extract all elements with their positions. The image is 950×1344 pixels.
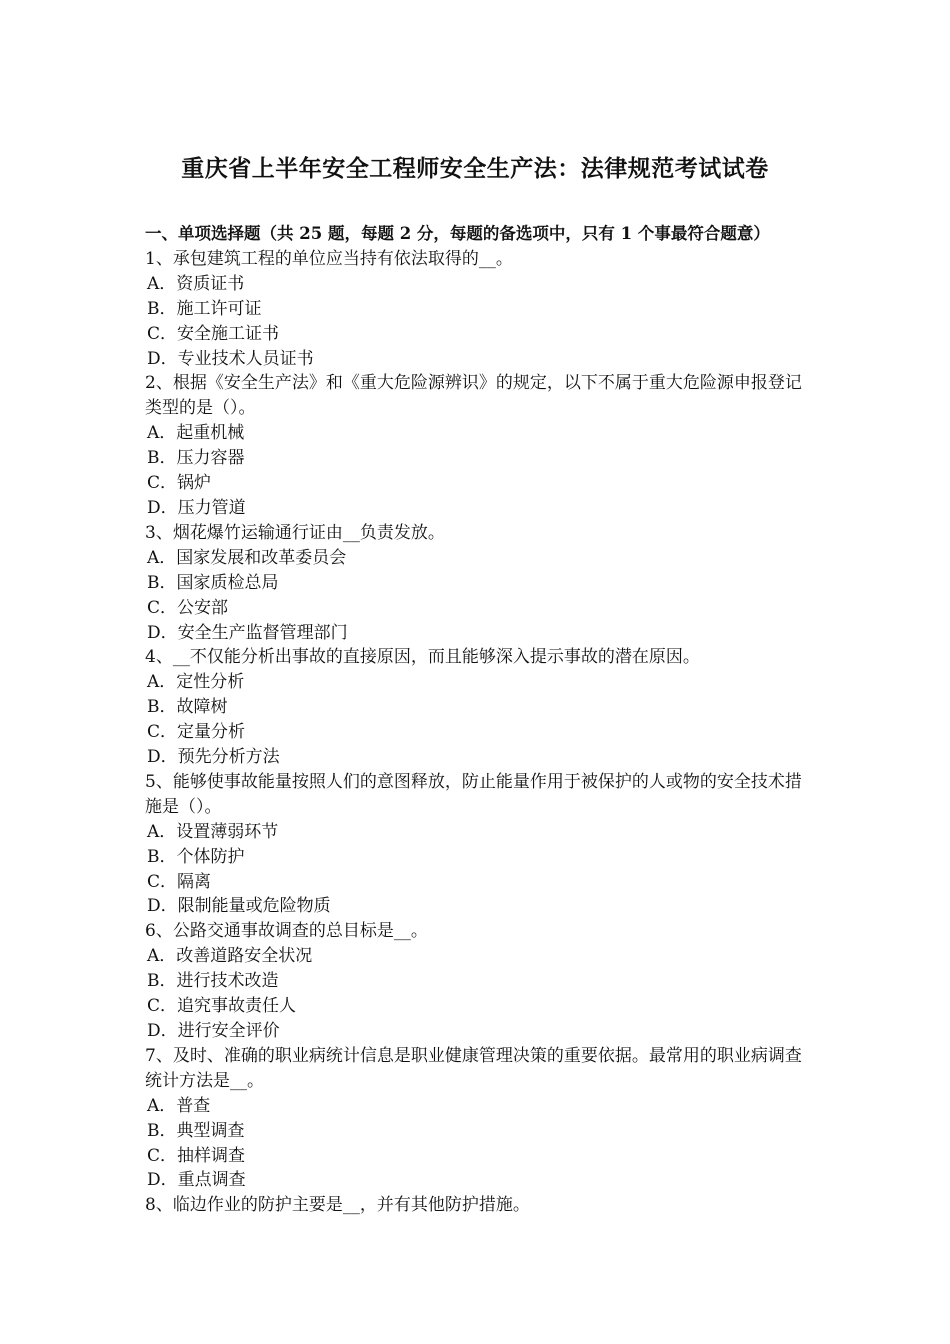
question-text: 6、公路交通事故调查的总目标是__。	[145, 921, 428, 942]
question-text: 5、能够使事故能量按照人们的意图释放，防止能量作用于被保护的人或物的安全技术措施是（）。	[145, 771, 802, 817]
question-text: 3、烟花爆竹运输通行证由__负责发放。	[145, 522, 445, 543]
option-d: D．重点调查	[147, 1170, 246, 1191]
option-b: B．压力容器	[147, 448, 245, 469]
question-text: 8、临边作业的防护主要是__，并有其他防护措施。	[145, 1195, 530, 1216]
question-3	[145, 521, 817, 646]
question-text: 2、根据《安全生产法》和《重大危险源辨识》的规定，以下不属于重大危险源申报登记类型的是（）。	[145, 373, 802, 419]
option-d: D．进行安全评价	[147, 1021, 280, 1041]
option-a: A．普查	[147, 1095, 211, 1116]
option-d: D．限制能量或危险物质	[147, 896, 331, 917]
option-c: C．锅炉	[147, 473, 212, 494]
option-a: A．设置薄弱环节	[147, 821, 279, 842]
question-1	[145, 247, 817, 372]
question-text: 4、__不仅能分析出事故的直接原因，而且能够深入提示事故的潜在原因。	[145, 647, 700, 668]
option-b: B．施工许可证	[147, 298, 262, 319]
option-a: A．国家发展和改革委员会	[147, 547, 347, 568]
option-c: C．隔离	[147, 871, 212, 892]
option-c: C．公安部	[147, 597, 229, 618]
option-b: B．故障树	[147, 697, 228, 718]
option-b: B．国家质检总局	[147, 572, 279, 593]
question-2	[145, 371, 817, 520]
option-a: A．改善道路安全状况	[147, 946, 313, 967]
option-a: A．资质证书	[147, 273, 245, 294]
option-d: D．专业技术人员证书	[147, 348, 314, 369]
question-7	[145, 1044, 817, 1193]
option-d: D．预先分析方法	[147, 747, 280, 768]
option-b: B．进行技术改造	[147, 971, 279, 992]
question-text: 7、及时、准确的职业病统计信息是职业健康管理决策的重要依据。最常用的职业病调查统计方法是__。	[145, 1045, 802, 1091]
question-4	[145, 645, 817, 770]
question-6	[145, 919, 817, 1044]
question-5	[145, 770, 817, 919]
option-c: C．安全施工证书	[147, 323, 280, 344]
document-body	[145, 222, 817, 1218]
option-c: C．抽样调查	[147, 1145, 246, 1166]
question-text: 1、承包建筑工程的单位应当持有依法取得的__。	[145, 248, 513, 269]
question-8	[145, 1193, 817, 1218]
option-b: B．典型调查	[147, 1120, 245, 1141]
section-heading: 一、单项选择题（共 25 题，每题 2 分，每题的备选项中，只有 1 个事最符合题意）	[145, 224, 770, 243]
option-c: C．追究事故责任人	[147, 996, 297, 1017]
option-b: B．个体防护	[147, 846, 245, 867]
option-c: C．定量分析	[147, 722, 246, 743]
document-title: 重庆省上半年安全工程师安全生产法：法律规范考试试卷	[181, 155, 769, 182]
option-d: D．安全生产监督管理部门	[147, 622, 348, 643]
option-a: A．起重机械	[147, 423, 245, 444]
option-d: D．压力管道	[147, 497, 246, 518]
option-a: A．定性分析	[147, 672, 245, 693]
